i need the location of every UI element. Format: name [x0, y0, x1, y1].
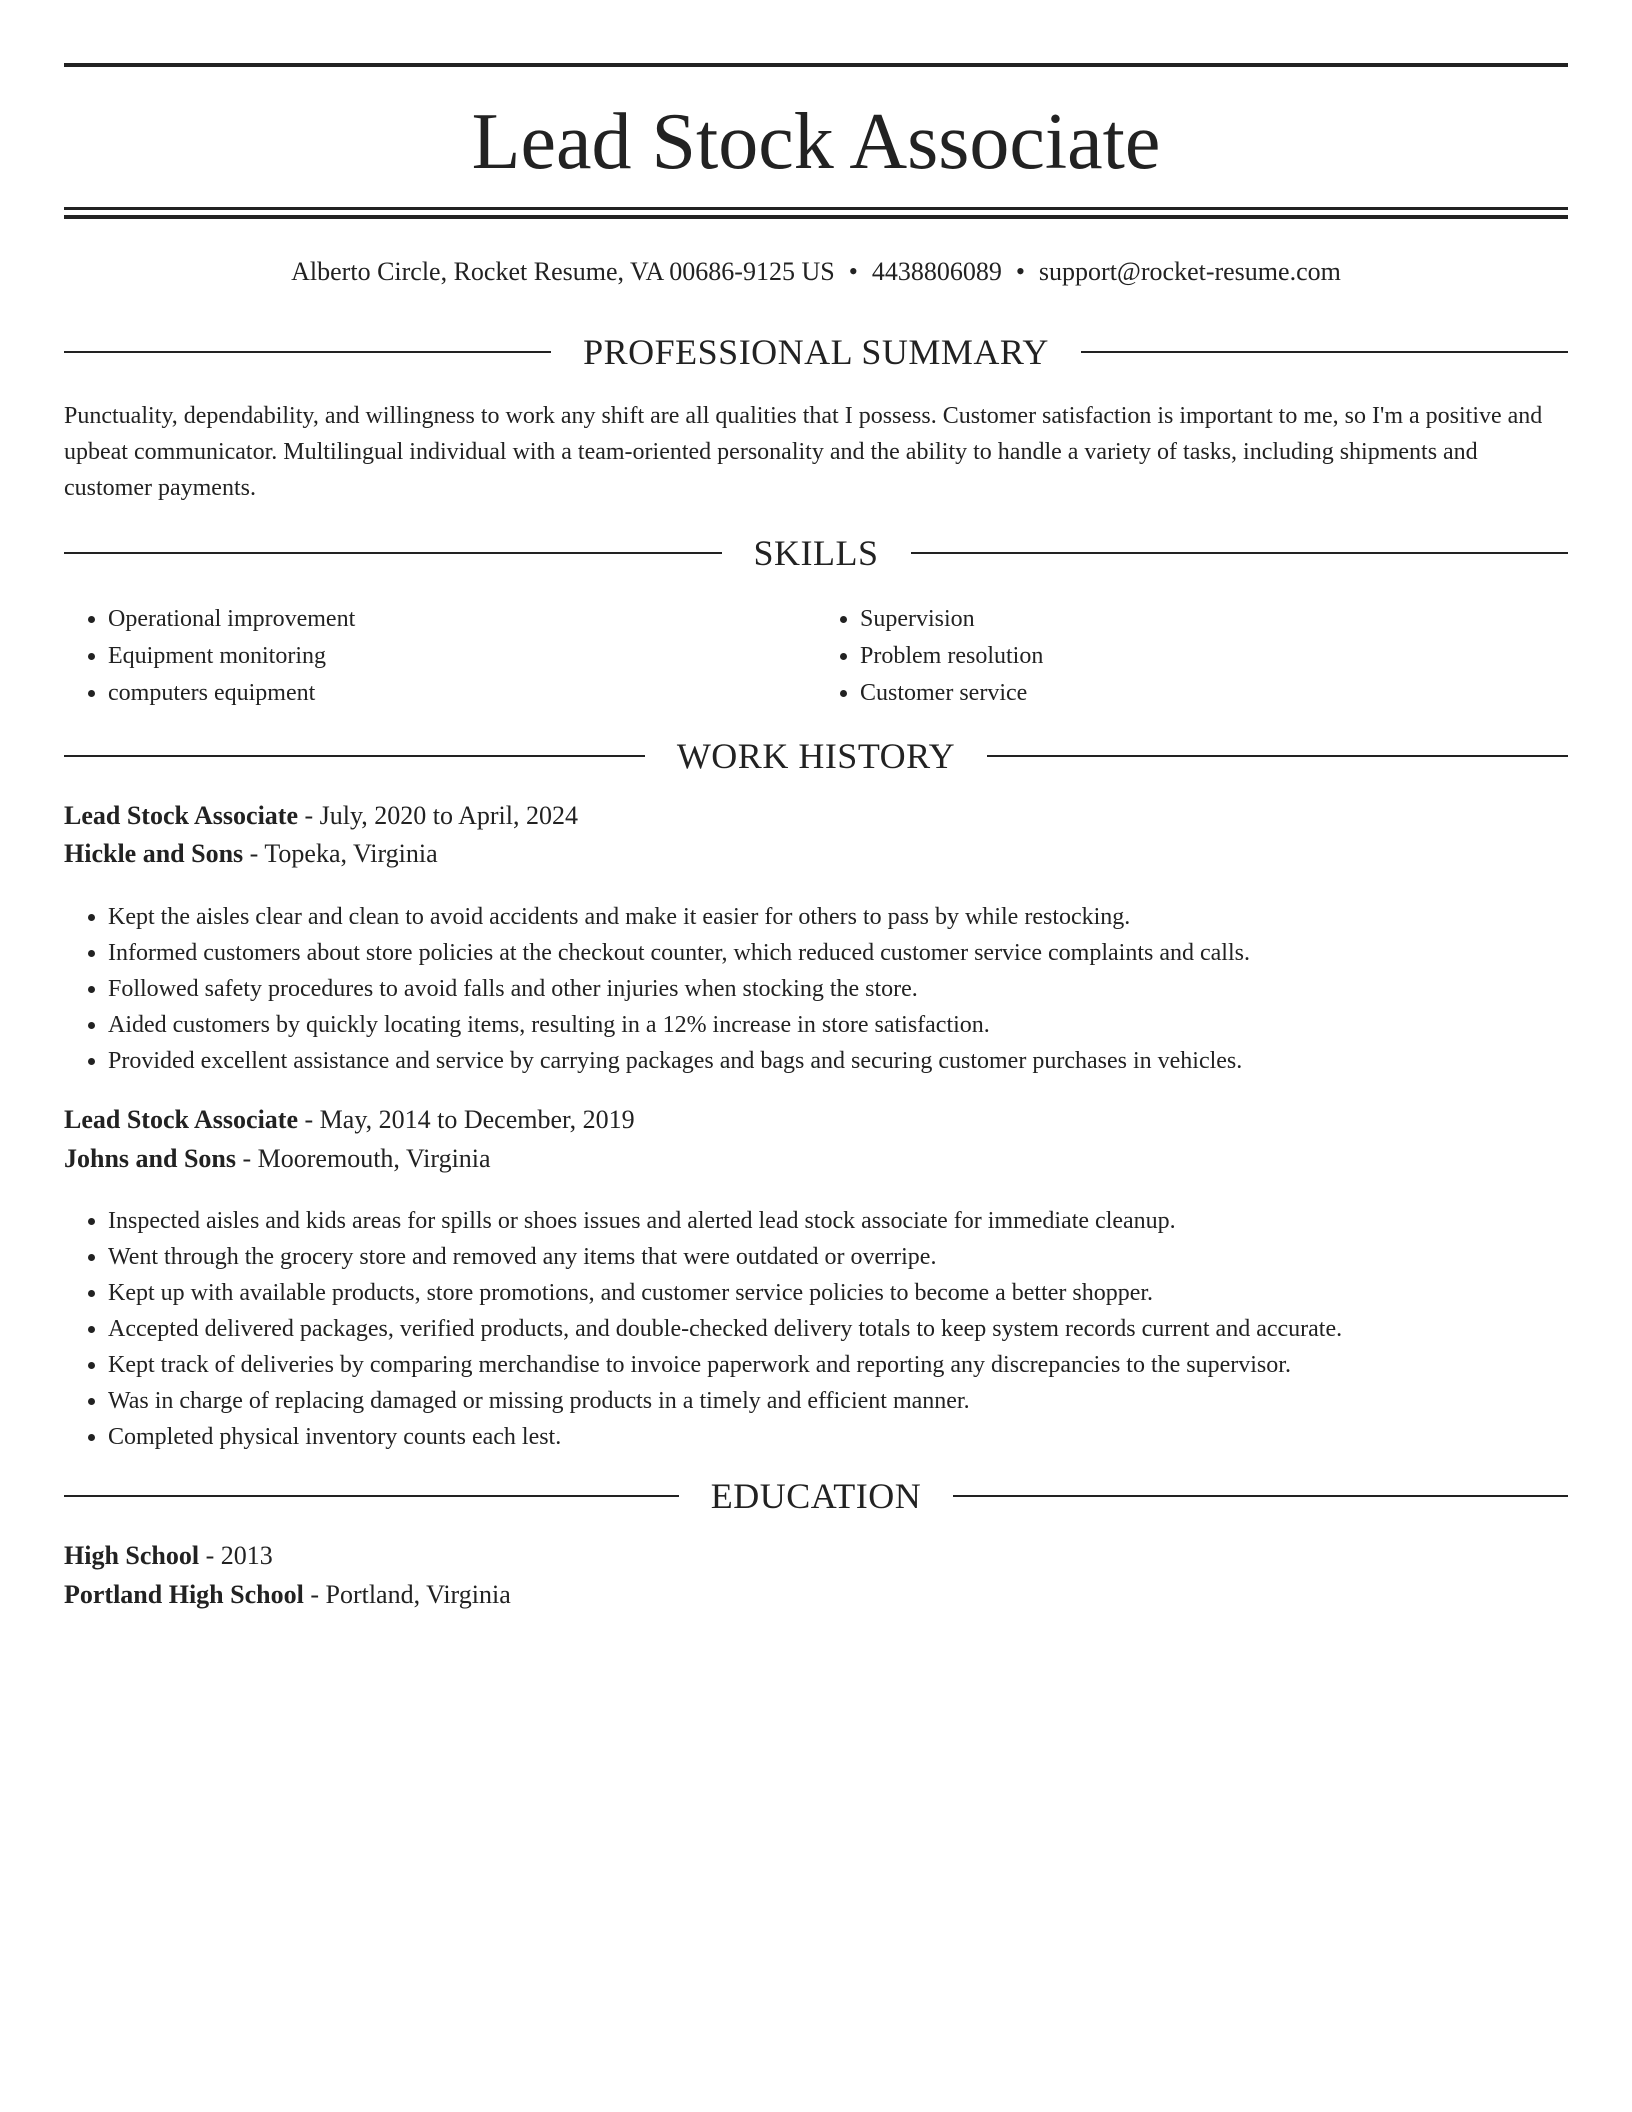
- section-heading-skills: [64, 531, 1568, 575]
- section-rule-right: [953, 1495, 1568, 1497]
- section-rule-left: [64, 552, 722, 554]
- job-company-line: [64, 835, 1568, 873]
- job-bullet: • Informed customers about store policies at the checkout counter, which reduced customer service complaints and calls.: [108, 935, 1568, 971]
- skill-item: • Customer service: [860, 675, 1568, 712]
- job-title: Lead Stock Associate: [64, 801, 298, 830]
- job-bullet: • Went through the grocery store and removed any items that were outdated or overripe.: [108, 1239, 1568, 1275]
- section-title-skills: SKILLS: [753, 533, 879, 573]
- job-bullets: [64, 1203, 1568, 1455]
- job-bullet: • Aided customers by quickly locating items, resulting in a 12% increase in store satisfaction.: [108, 1007, 1568, 1043]
- section-rule-right: [987, 755, 1568, 757]
- section-title-education: EDUCATION: [710, 1476, 922, 1516]
- section-rule-right: [911, 552, 1569, 554]
- section-rule-left: [64, 755, 645, 757]
- job-location: - Mooremouth, Virginia: [236, 1144, 491, 1173]
- section-rule-left: [64, 351, 551, 353]
- contact-phone: 4438806089: [871, 257, 1002, 286]
- job-bullet: • Kept the aisles clear and clean to avoid accidents and make it easier for others to pass by while restocking.: [108, 899, 1568, 935]
- contact-email: support@rocket-resume.com: [1038, 257, 1341, 286]
- job-bullet: • Kept up with available products, store promotions, and customer service policies to become a better shopper.: [108, 1275, 1568, 1311]
- summary-text: Punctuality, dependability, and willingness to work any shift are all qualities that I possess. Customer satisfaction is important to me, so I'm a positive and upbeat communicator. Multilingual individual with a team-oriented personality and the ability to handle a variety of tasks, including shipments and customer payments.: [64, 403, 1543, 501]
- job-company: Hickle and Sons: [64, 839, 244, 868]
- skill-item: • Problem resolution: [860, 638, 1568, 675]
- job-company: Johns and Sons: [64, 1144, 236, 1173]
- skill-item: • Equipment monitoring: [108, 638, 816, 675]
- education-degree: High School: [64, 1541, 200, 1570]
- job-location: - Topeka, Virginia: [243, 839, 438, 868]
- education-school-line: [64, 1576, 1568, 1614]
- section-heading-education: [64, 1474, 1568, 1518]
- contact-line: [64, 252, 1568, 292]
- job-bullets: [64, 899, 1568, 1079]
- education-degree-line: [64, 1537, 1568, 1575]
- skill-item: • Supervision: [860, 601, 1568, 638]
- skills-list: [64, 601, 1568, 712]
- skills-column-left: [64, 601, 816, 712]
- job-company-line: [64, 1140, 1568, 1178]
- contact-separator: •: [1015, 257, 1025, 286]
- job-title-line: [64, 797, 1568, 835]
- section-heading-summary: [64, 330, 1568, 374]
- skills-column-right: [816, 601, 1568, 712]
- section-rule-left: [64, 1495, 679, 1497]
- section-heading-work-history: [64, 734, 1568, 778]
- job-bullet: • Inspected aisles and kids areas for spills or shoes issues and alerted lead stock associate for immediate cleanup.: [108, 1203, 1568, 1239]
- section-title-work-history: WORK HISTORY: [676, 736, 956, 776]
- education-year: - 2013: [199, 1541, 273, 1570]
- skill-item: • computers equipment: [108, 675, 816, 712]
- contact-address: Alberto Circle, Rocket Resume, VA 00686-9125 US: [291, 257, 835, 286]
- job-title-line: [64, 1101, 1568, 1139]
- skill-item: • Operational improvement: [108, 601, 816, 638]
- contact-separator: •: [848, 257, 858, 286]
- section-rule-right: [1081, 351, 1568, 353]
- header-bottom-rule-thin: [64, 207, 1568, 210]
- section-title-summary: PROFESSIONAL SUMMARY: [583, 332, 1049, 372]
- job-bullet: • Completed physical inventory counts each lest.: [108, 1419, 1568, 1455]
- job-title: Lead Stock Associate: [64, 1105, 298, 1134]
- job-bullet: • Kept track of deliveries by comparing merchandise to invoice paperwork and reporting any discrepancies to the supervisor.: [108, 1347, 1568, 1383]
- header-top-rule: [64, 63, 1568, 67]
- job-bullet: • Provided excellent assistance and service by carrying packages and bags and securing customer purchases in vehicles.: [108, 1043, 1568, 1079]
- header-bottom-rule-thick: [64, 215, 1568, 219]
- job-bullet: • Followed safety procedures to avoid falls and other injuries when stocking the store.: [108, 971, 1568, 1007]
- resume-title: Lead Stock Associate: [471, 98, 1161, 186]
- job-bullet: • Was in charge of replacing damaged or missing products in a timely and efficient manner.: [108, 1383, 1568, 1419]
- education-school: Portland High School: [64, 1580, 304, 1609]
- education-location: - Portland, Virginia: [303, 1580, 511, 1609]
- job-dates: - May, 2014 to December, 2019: [298, 1105, 635, 1134]
- job-dates: - July, 2020 to April, 2024: [298, 801, 578, 830]
- job-bullet: • Accepted delivered packages, verified products, and double-checked delivery totals to keep system records current and accurate.: [108, 1311, 1568, 1347]
